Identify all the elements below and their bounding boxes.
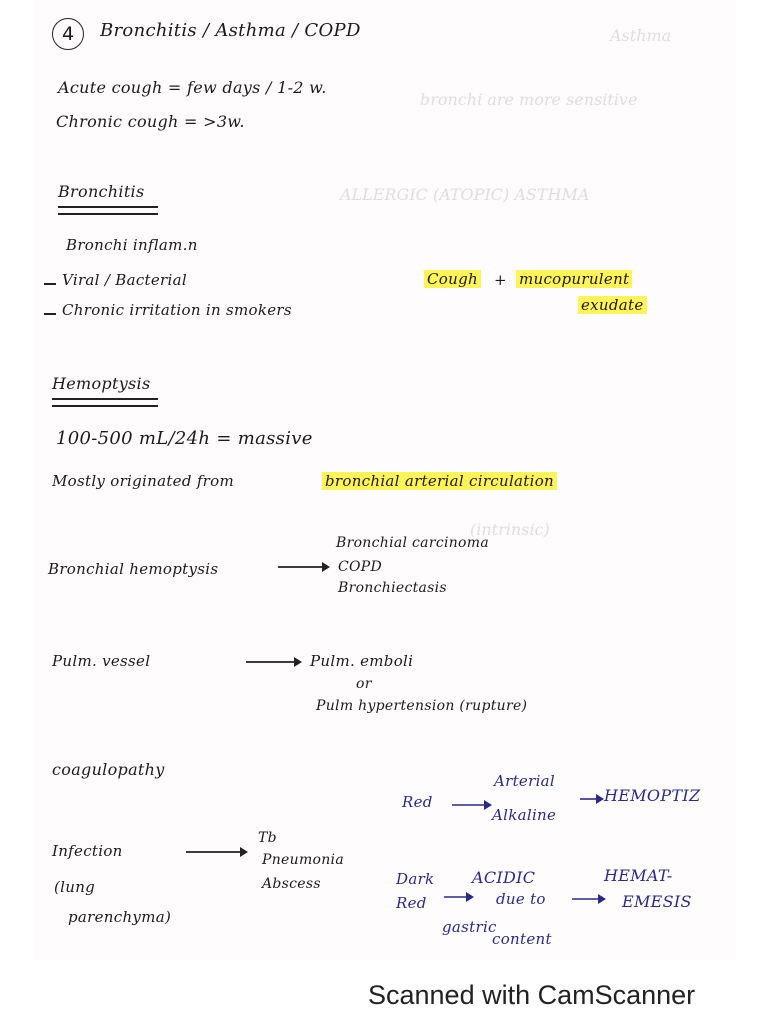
bronchitis-cause: Chronic irritation in smokers bbox=[62, 301, 292, 319]
note-hemoptiz: HEMOPTIZ bbox=[604, 786, 701, 805]
heading-underline bbox=[58, 206, 158, 208]
note-arterial: Arterial bbox=[494, 772, 556, 790]
arrow-right-icon bbox=[246, 655, 302, 669]
bleed-through-text: bronchi are more sensitive bbox=[420, 90, 638, 109]
section-number-badge: 4 bbox=[52, 18, 84, 50]
highlight-mucopurulent: mucopurulent bbox=[516, 270, 632, 288]
infection-cause: Tb bbox=[258, 830, 277, 846]
coagulopathy-label: coagulopathy bbox=[52, 760, 165, 779]
origin-prefix: Mostly originated from bbox=[52, 472, 235, 490]
infection-cause: Pneumonia bbox=[262, 852, 344, 868]
arrow-right-icon bbox=[572, 892, 606, 906]
note-hemat: HEMAT- bbox=[604, 866, 673, 885]
infection-label-line2: (lung bbox=[54, 878, 96, 896]
infection-label-line3: parenchyma) bbox=[68, 908, 172, 926]
note-gastric: gastric bbox=[442, 918, 497, 936]
bronchial-hemoptysis-label: Bronchial hemoptysis bbox=[48, 560, 219, 578]
massive-definition: 100-500 mL/24h = massive bbox=[56, 428, 313, 449]
bronchitis-cause: Viral / Bacterial bbox=[62, 271, 187, 289]
bronchitis-heading: Bronchitis bbox=[58, 182, 145, 201]
pulm-cause: Pulm hypertension (rupture) bbox=[316, 698, 528, 714]
arrow-right-icon bbox=[580, 792, 604, 806]
note-acidic: ACIDIC bbox=[472, 868, 536, 887]
note-alkaline: Alkaline bbox=[492, 806, 557, 824]
scanner-watermark: Scanned with CamScanner bbox=[368, 980, 696, 1010]
bronchial-cause: Bronchiectasis bbox=[338, 580, 447, 596]
bleed-through-text: Asthma bbox=[610, 26, 672, 45]
pulm-cause: Pulm. emboli bbox=[310, 652, 414, 670]
infection-cause: Abscess bbox=[262, 876, 321, 892]
highlight-arterial-circulation: bronchial arterial circulation bbox=[322, 472, 557, 490]
highlight-exudate: exudate bbox=[578, 296, 647, 314]
arrow-right-icon bbox=[278, 560, 328, 574]
symptom-cough bbox=[424, 270, 481, 288]
hemoptysis-heading: Hemoptysis bbox=[52, 374, 151, 393]
bleed-through-text: (intrinsic) bbox=[470, 520, 550, 539]
note-red: Red bbox=[402, 793, 433, 811]
arrow-right-icon bbox=[444, 890, 474, 904]
acute-cough-line: Acute cough = few days / 1-2 w. bbox=[58, 78, 327, 97]
arrow-right-icon bbox=[186, 845, 248, 859]
bullet-dash bbox=[44, 283, 56, 285]
highlight-cough: Cough bbox=[424, 270, 481, 288]
note-content: content bbox=[492, 930, 552, 948]
note-dark: Dark bbox=[396, 870, 435, 888]
symptom-exudate-line1 bbox=[516, 270, 632, 288]
bleed-through-text: ALLERGIC (ATOPIC) ASTHMA bbox=[340, 185, 590, 204]
bronchitis-definition: Bronchi inflam.n bbox=[66, 236, 198, 254]
pulm-cause-or: or bbox=[356, 676, 372, 692]
origin-highlight bbox=[322, 472, 557, 490]
symptom-exudate-line2 bbox=[578, 296, 647, 314]
heading-underline bbox=[58, 213, 158, 215]
note-red2: Red bbox=[396, 894, 427, 912]
page-title: Bronchitis / Asthma / COPD bbox=[100, 20, 361, 41]
note-due-to: due to bbox=[496, 890, 546, 908]
bronchial-cause: COPD bbox=[338, 559, 383, 575]
infection-label: Infection bbox=[52, 842, 123, 860]
arrow-right-icon bbox=[452, 798, 492, 812]
chronic-cough-line: Chronic cough = >3w. bbox=[56, 112, 245, 131]
bronchial-cause: Bronchial carcinoma bbox=[336, 535, 490, 551]
note-emesis: EMESIS bbox=[622, 892, 692, 911]
heading-underline bbox=[52, 405, 158, 407]
heading-underline bbox=[52, 398, 158, 400]
bullet-dash bbox=[44, 313, 56, 315]
pulm-vessel-label: Pulm. vessel bbox=[52, 652, 151, 670]
symptom-plus: + bbox=[494, 271, 507, 289]
